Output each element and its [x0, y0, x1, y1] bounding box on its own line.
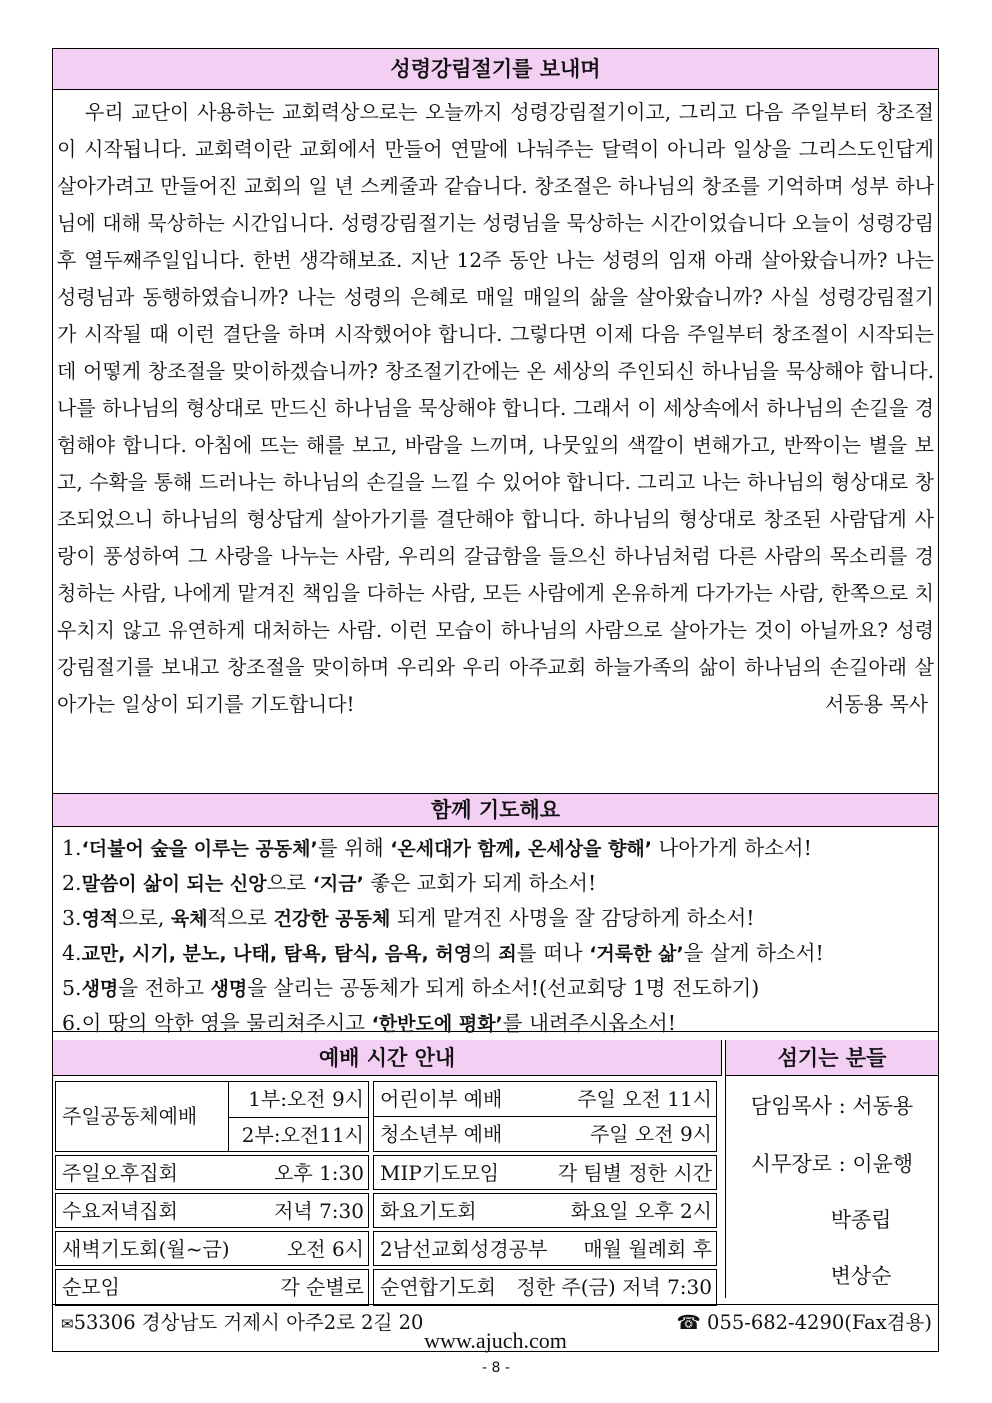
- prayer-emphasis: ‘더불어 숲을 이루는 공동체’: [81, 838, 318, 860]
- cell-time: 각 순별로: [280, 1275, 364, 1299]
- prayer-emphasis: 생명: [210, 978, 248, 1000]
- prayer-item: [62, 831, 938, 866]
- prayer-text: 으로,: [118, 906, 171, 930]
- service-times-title: 예배 시간 안내: [53, 1040, 722, 1076]
- prayer-item: [62, 866, 938, 901]
- phone-text: 055-682-4290(Fax겸용): [707, 1311, 932, 1334]
- joint-row: [373, 1269, 717, 1306]
- prayer-emphasis: ‘거룩한 삶’: [589, 943, 684, 965]
- prayer-text: 를 내려주시옵소서!: [502, 1011, 676, 1035]
- afternoon-row: [55, 1155, 369, 1190]
- prayer-item-number: 5.: [62, 976, 82, 1000]
- prayer-text: 를 위해: [317, 836, 391, 860]
- prayer-item: [62, 971, 938, 1006]
- prayer-emphasis: 건강한 공동체: [273, 908, 391, 930]
- prayer-emphasis: 생명: [81, 978, 119, 1000]
- wednesday-time: 저녁 7:30: [274, 1199, 364, 1223]
- mip-row: [373, 1155, 717, 1190]
- sermon-title: 성령강림절기를 보내며: [53, 49, 938, 90]
- prayer-emphasis: ‘지금’: [312, 873, 364, 895]
- prayer-emphasis: 영적: [81, 908, 119, 930]
- youth-row: [373, 1117, 717, 1152]
- sermon-text: 우리 교단이 사용하는 교회력상으로는 오늘까지 성령강림절기이고, 그리고 다음 주일부터 창조절이 시작됩니다. 교회력이란 교회에서 만들어 연말에 나눠주는 달력이 아니라 일상을 그리스도인답게 살아가려고 만들어진 교회의 일 년 스케줄과 같습니다. 창조절은 하나님의 창조를 기억하며 성부 하나님에 대해 묵상하는 시간입니다. 성령강림절기는 성령님을 묵상하는 시간이었습니다 오늘이 성령강림후 열두째주일입니다. 한번 생각해보죠. 지난 12주 동안 나는 성령의 임재 아래 살아왔습니까? 나는 성령님과 동행하였습니까? 나는 성령의 은혜로 매일 매일의 삶을 살아왔습니까? 사실 성령강림절기가 시작될 때 이런 결단을 하며 시작했어야 합니다. 그렇다면 이제 다음 주일부터 창조절이 시작되는데 어떻게 창조절을 맞이하겠습니까? 창조절기간에는 온 세상의 주인되신 하나님을 묵상해야 합니다. 나를 하나님의 형상대로 만드신 하나님을 묵상해야 합니다. 그래서 이 세상속에서 하나님의 손길을 경험해야 합니다. 아침에 뜨는 해를 보고, 바람을 느끼며, 나뭇잎의 색깔이 변해가고, 반짝이는 별을 보고, 수확을 통해 드러나는 하나님의 손길을 느낄 수 있어야 합니다. 그리고 나는 하나님의 형상대로 창조되었으니 하나님의 형상답게 살아가기를 결단해야 합니다. 하나님의 형상대로 창조된 사람답게 사랑이 풍성하여 그 사랑을 나누는 사람, 우리의 갈급함을 들으신 하나님처럼 다른 사람의 목소리를 경청하는 사람, 나에게 맡겨진 책임을 다하는 사람, 모든 사람에게 온유하게 다가가는 사람, 한쪽으로 치우치지 않고 유연하게 대처하는 사람. 이런 모습이 하나님의 사람으로 살아가는 것이 아닐까요? 성령강림절기를 보내고 창조절을 맞이하며 우리와 우리 아주교회 하늘가족의 삶이 하나님의 손길아래 살아가는 일상이 되기를 기도합니다!: [57, 100, 934, 716]
- service-table: [53, 1076, 938, 1298]
- prayer-emphasis: ‘한반도에 평화’: [371, 1013, 503, 1035]
- prayer-emphasis: 교만, 시기, 분노, 나태, 탐욕, 탐식, 음욕, 허영: [81, 943, 473, 965]
- wednesday-label: 수요저녁집회: [62, 1199, 178, 1223]
- wednesday-row: [55, 1193, 369, 1228]
- prayer-text: 을 살게 하소서!: [683, 941, 824, 965]
- sunday-service-2: 2부:오전11시: [229, 1117, 369, 1152]
- prayer-item: [62, 1006, 938, 1041]
- mip-label: MIP기도모임: [380, 1161, 500, 1185]
- page-number: - 8 -: [482, 1360, 510, 1376]
- staff-elder: 시무장로 : 이윤행: [750, 1152, 914, 1176]
- address-text: 53306 경상남도 거제시 아주2로 2길 20: [73, 1311, 424, 1334]
- prayer-emphasis: 죄: [498, 943, 517, 965]
- tuesday-row: [373, 1193, 717, 1228]
- prayer-text: 의: [472, 941, 499, 965]
- sermon-body: [53, 90, 938, 794]
- staff-elder-2: 박종립: [830, 1208, 892, 1232]
- staff-pastor: 담임목사 : 서동용: [750, 1094, 914, 1118]
- men-row: [373, 1231, 717, 1266]
- prayer-item-number: 4.: [62, 941, 82, 965]
- men-time: 매월 월례회 후: [583, 1237, 712, 1261]
- service-section: [53, 1040, 938, 1298]
- prayer-item: [62, 936, 938, 971]
- prayer-text: 을 살리는 공동체가 되게 하소서!(선교회당 1명 전도하기): [247, 976, 760, 1000]
- dawn-row: [55, 1231, 369, 1266]
- dawn-label: 새벽기도회(월~금): [62, 1237, 230, 1261]
- prayer-item-number: 2.: [62, 871, 82, 895]
- joint-time: 정한 주(금) 저녁 7:30: [516, 1275, 712, 1299]
- joint-label: 순연합기도회: [380, 1275, 496, 1299]
- sunday-service-1: 1부:오전 9시: [229, 1081, 369, 1117]
- prayer-item: [62, 901, 938, 936]
- website-link[interactable]: www.ajuch.com: [424, 1328, 567, 1353]
- dawn-time: 오전 6시: [286, 1237, 364, 1261]
- prayer-item-number: 1.: [62, 836, 82, 860]
- cell-label: 순모임: [62, 1275, 120, 1299]
- youth-label: 청소년부 예배: [380, 1122, 503, 1146]
- prayer-item-number: 3.: [62, 906, 82, 930]
- afternoon-time: 오후 1:30: [274, 1161, 364, 1185]
- prayer-emphasis: ‘온세대가 함께, 온세상을 향해’: [390, 838, 652, 860]
- prayer-text: 좋은 교회가 되게 하소서!: [363, 871, 597, 895]
- prayer-title: 함께 기도해요: [53, 794, 938, 827]
- prayer-text: 으로: [266, 871, 313, 895]
- bulletin-page: [52, 48, 939, 1352]
- phone-icon: ☎: [676, 1311, 701, 1334]
- prayer-emphasis: 육체: [170, 908, 208, 930]
- prayer-text: 나아가게 하소서!: [651, 836, 812, 860]
- sunday-service-label: 주일공동체예배: [55, 1081, 229, 1152]
- youth-time: 주일 오전 9시: [589, 1122, 712, 1146]
- prayer-text: 적으로: [207, 906, 274, 930]
- tuesday-label: 화요기도회: [380, 1199, 477, 1223]
- prayer-text: 를 떠나: [516, 941, 590, 965]
- footer: [53, 1304, 938, 1352]
- mip-time: 각 팀별 정한 시간: [557, 1161, 712, 1185]
- prayer-item-number: 6.: [62, 1011, 82, 1035]
- prayer-text: 이 땅의 악한 영을 물리쳐주시고: [81, 1011, 372, 1035]
- prayer-text: 되게 맡겨진 사명을 잘 감당하게 하소서!: [390, 906, 755, 930]
- kids-label: 어린이부 예배: [380, 1087, 503, 1111]
- afternoon-label: 주일오후집회: [62, 1161, 178, 1185]
- men-label: 2남선교회성경공부: [380, 1237, 548, 1261]
- kids-time: 주일 오전 11시: [577, 1087, 712, 1111]
- mail-icon: ✉: [61, 1315, 74, 1333]
- prayer-emphasis: 말씀이 삶이 되는 신앙: [81, 873, 267, 895]
- prayer-text: 을 전하고: [118, 976, 211, 1000]
- prayer-list: [53, 827, 938, 1035]
- staff-panel: [725, 1076, 938, 1298]
- tuesday-time: 화요일 오후 2시: [570, 1199, 712, 1223]
- kids-row: [373, 1081, 717, 1117]
- sermon-author: 서동용 목사: [825, 692, 928, 716]
- cell-row: [55, 1269, 369, 1306]
- staff-title: 섬기는 분들: [725, 1040, 938, 1076]
- staff-elder-3: 변상순: [830, 1264, 892, 1288]
